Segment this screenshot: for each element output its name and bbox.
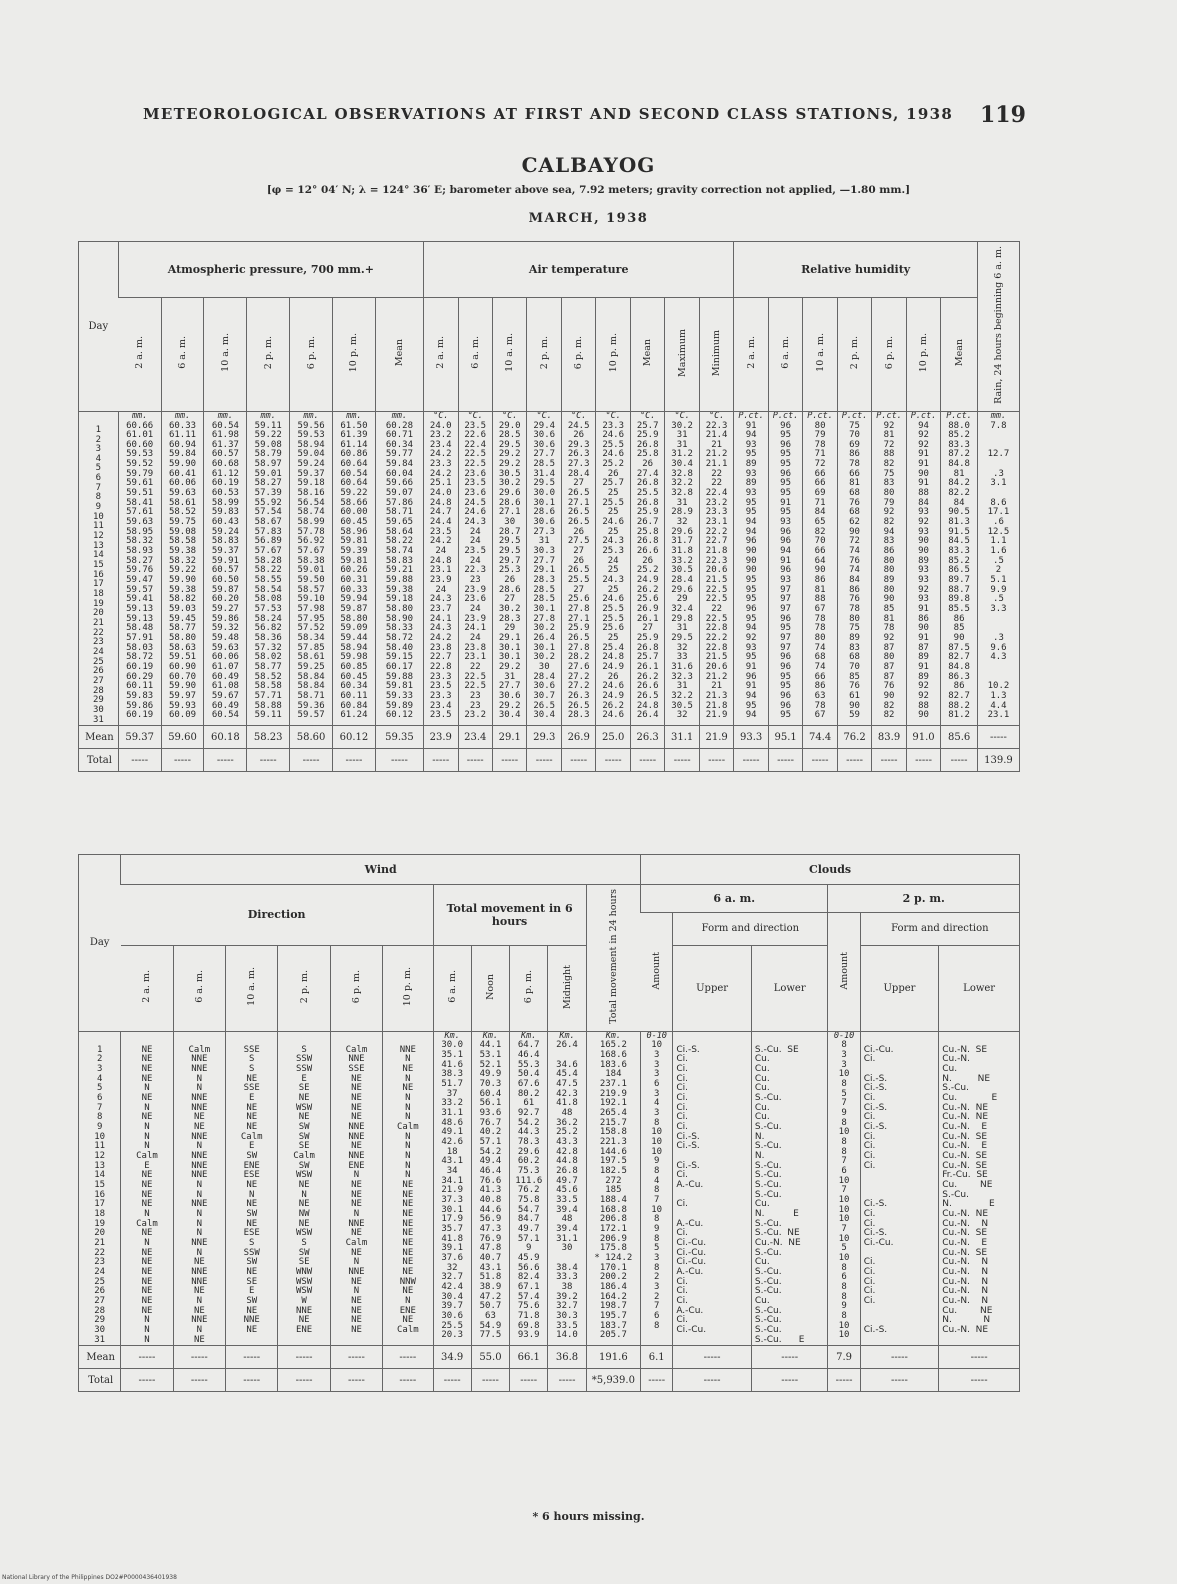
dash-cell: -----	[383, 1369, 433, 1392]
direction-group-header: Direction	[121, 885, 433, 946]
col-header: 6 a. m.	[173, 945, 225, 1031]
total-label: Total	[79, 1369, 121, 1392]
dash-cell: -----	[872, 749, 906, 772]
month-title: MARCH, 1938	[528, 211, 649, 226]
dash-cell: -----	[173, 1369, 225, 1392]
dash-cell: -----	[630, 749, 664, 772]
hum-mean-col: P.ct. 88.0 85.2 83.3 87.2 84.8 81 84.2 82.2 84 90.5 81.3 91.5 84.5 83.3 85.2 86.5 89.7 88.7 89.8 85.5 86 85 90 87.5 82.7 84.8 86.3 86 82.7 88.2 81.2	[941, 411, 978, 725]
col-header: 2 a. m.	[424, 297, 458, 411]
col-header: 10 p. m.	[906, 297, 940, 411]
humidity-group-header: Relative humidity	[734, 242, 978, 298]
wind-group-header: Wind	[121, 855, 641, 885]
mean-cell: 36.8	[548, 1346, 586, 1369]
mean-cell: 60.12	[333, 726, 376, 749]
col-header: 6 p. m.	[290, 297, 333, 411]
am-amount-col: 0-10 10 3 3 3 6 3 4 3 8 10 10 10 9 8 4 8 7 10 8 9 8 5 3 8 2 3 2 7 6 8	[641, 1031, 673, 1345]
day-header: Day	[79, 242, 119, 412]
dash-cell: -----	[121, 1346, 173, 1369]
col-header: Mean	[941, 297, 978, 411]
dash-cell: -----	[121, 1369, 173, 1392]
dir-10am-col: SSE S S NE SSE E NE NE NE Calm E SW ENE ESE NE N NE SW NE ESE S SSW SW NE SE E SW NE NNE NE	[226, 1031, 278, 1345]
col-header: Maximum	[665, 297, 699, 411]
mean-cell: 31.1	[665, 726, 699, 749]
total-label: Total	[79, 749, 119, 772]
pressure-6am-col: mm. 60.33 61.11 60.94 59.84 59.90 60.41 60.06 59.63 58.61 58.52 59.75 59.08 58.58 59.38 58.32 59.22 59.90 59.38 58.82 59.03 59.45 58.77 58.80 58.63 59.51 60.90 60.70 59.90 59.97 59.93 60.09	[161, 411, 204, 725]
clouds-group-header: Clouds	[641, 855, 1020, 885]
wind-mean-row	[79, 1346, 1020, 1369]
pressure-6pm-col: mm. 59.56 59.53 58.94 59.04 59.24 59.37 59.18 58.16 56.54 58.74 58.99 57.78 56.92 57.67 58.38 59.01 59.50 58.57 59.10 57.98 57.95 57.52 58.34 57.85 58.61 59.25 58.84 58.84 58.71 59.36 59.57	[290, 411, 333, 725]
dash-cell: -----	[906, 749, 940, 772]
dash-cell: -----	[596, 749, 630, 772]
total24-col: Km. 165.2 168.6 183.6 184 237.1 219.9 192.1 265.4 215.7 158.8 221.3 144.6 197.5 182.5 272 185 188.4 168.8 206.8 172.1 206.9 175.8 * 124.2 170.1 200.2 186.4 164.2 198.7 195.7 183.7 205.7	[586, 1031, 640, 1345]
mean-cell: 85.6	[941, 726, 978, 749]
mov-noon-col: Km. 44.1 53.1 52.1 49.9 70.3 60.4 56.1 93.6 76.7 40.2 57.1 54.2 49.4 46.4 76.6 41.3 40.8 44.6 56.9 47.3 76.9 47.8 40.7 43.1 51.8 38.9 47.2 50.7 63 54.9 77.5	[471, 1031, 509, 1345]
col-header: 10 a. m.	[803, 297, 837, 411]
dash-cell: -----	[383, 1346, 433, 1369]
temp-10pm-col: °C. 23.3 24.6 25.5 24.6 25.2 26 25.7 25 25.5 25 24.6 25 24.3 25.3 24 25 24.3 25 24.6 25.5 25.5 25.6 25 25.4 24.8 24.9 26 24.6 24.9 26.2 24.6	[596, 411, 630, 725]
dir-6pm-col: Calm NNE SSE NE NE NE NE NE NNE NNE NE NNE ENE N NE NE NE N NNE NE Calm NE N NNE NE N NE NE NE NE	[330, 1031, 382, 1345]
mov-midnight-col: Km. 26.4 34.6 45.4 47.5 42.3 41.8 48 36.2 25.2 43.3 42.8 44.8 26.8 49.7 45.6 33.5 39.4 48 39.4 31.1 30 38.4 33.3 38 39.2 32.7 30.3 33.5 14.0	[548, 1031, 586, 1345]
col-header: Midnight	[548, 945, 586, 1031]
dir-2am-col: NE NE NE NE N NE N NE N N N Calm E NE NE NE NE N Calm NE N NE NE NE NE NE NE NE N N N	[121, 1031, 173, 1345]
mean-cell: 93.3	[734, 726, 768, 749]
pm-upper-header: Upper	[860, 945, 939, 1031]
mean-cell: 76.2	[837, 726, 871, 749]
mean-cell: 25.0	[596, 726, 630, 749]
col-header: 6 a. m.	[768, 297, 802, 411]
pressure-10am-col: mm. 60.54 61.98 61.37 60.57 60.68 61.12 60.19 60.53 58.99 59.83 60.43 59.24 58.83 59.37 59.91 60.57 60.50 59.87 60.20 59.27 59.86 59.32 59.48 59.63 60.06 61.07 60.49 61.08 59.67 60.49 60.54	[204, 411, 247, 725]
dash-cell: -----	[837, 749, 871, 772]
temp-10am-col: °C. 29.0 28.5 29.5 29.2 29.2 30.5 30.2 29.6 28.6 27.1 30 28.7 29.5 29.5 29.7 25.3 26 28.6 27 30.2 28.3 29 29.1 30.1 30.1 29.2 31 27.7 30.6 29.2 30.4	[492, 411, 526, 725]
mean-cell: 60.18	[204, 726, 247, 749]
temp-max-col: °C. 30.2 31 31 31.2 30.4 32.8 32.2 32.8 31 28.9 32 29.6 31.7 31.8 33.2 30.5 28.4 29.6 29 32.4 29.8 31 29.5 32 33 31.6 32.3 31 32.2 30.5 32	[665, 411, 699, 725]
mean-cell: 191.6	[586, 1346, 640, 1369]
temperature-group-header: Air temperature	[424, 242, 734, 298]
total-row	[79, 749, 1020, 772]
mean-cell: 58.60	[290, 726, 333, 749]
dash-cell: -----	[699, 749, 733, 772]
movement-group-header: Total movement in 6 hours	[433, 885, 586, 946]
dash-cell: -----	[828, 1369, 860, 1392]
dash-cell: -----	[641, 1369, 673, 1392]
mean-cell: 66.1	[510, 1346, 548, 1369]
footer-credit: National Library of the Philippines DO2#P0000436401938	[2, 1574, 177, 1581]
header-title: METEOROLOGICAL OBSERVATIONS AT FIRST AND SECOND CLASS STATIONS, 1938	[143, 105, 954, 123]
mean-cell: 59.35	[375, 726, 423, 749]
pm-amount-col: 0-10 8 3 3 10 8 5 7 9 8 10 8 8 7 6 10 7 10 10 10 7 10 5 10 8 6 8 8 9 8 10 10	[828, 1031, 860, 1345]
dash-cell: -----	[665, 749, 699, 772]
am-lower-header: Lower	[751, 945, 828, 1031]
col-header: 2 p. m.	[278, 945, 330, 1031]
pm2-group-header: 2 p. m.	[828, 885, 1020, 913]
dash-cell: -----	[173, 1346, 225, 1369]
col-header: Mean	[630, 297, 664, 411]
pressure-2pm-col: mm. 59.11 59.22 59.08 58.79 58.97 59.01 58.27 57.39 55.92 57.54 58.67 57.83 56.89 57.67 58.28 58.22 58.55 58.54 58.08 57.53 58.24 56.82 58.36 57.32 58.02 58.77 58.52 58.58 57.71 58.88 59.11	[247, 411, 290, 725]
pressure-10pm-col: mm. 61.50 61.39 61.14 60.86 60.64 60.54 60.64 59.22 58.66 60.00 60.45 58.96 59.81 59.39 59.81 60.26 60.31 60.33 59.94 59.87 58.80 59.09 59.44 58.94 59.98 60.85 60.45 60.34 60.11 60.84 61.24	[333, 411, 376, 725]
col-header: 10 p. m.	[333, 297, 376, 411]
mov-6pm-col: Km. 64.7 46.4 55.3 50.4 67.6 80.2 61 92.7 54.2 44.3 78.3 29.6 60.2 75.3 111.6 76.2 75.8 54.7 84.7 49.7 57.1 9 45.9 56.6 82.4 67.1 57.4 75.6 71.8 69.8 93.9	[510, 1031, 548, 1345]
mean-cell: 34.9	[433, 1346, 471, 1369]
temp-mean-col: °C. 25.7 25.9 26.8 25.8 26 27.4 26.8 25.5 26.8 25.9 26.7 25.8 26.8 26.6 26 25.2 24.9 26.2 25.6 26.9 26.1 27 25.9 26.8 25.7 26.1 26.2 26.6 26.5 24.8 26.4	[630, 411, 664, 725]
col-header: 6 a. m.	[161, 297, 204, 411]
pressure-mean-col: mm. 60.28 60.71 60.34 59.77 59.84 60.04 59.66 59.07 57.86 58.71 59.65 58.64 58.22 58.74 58.83 59.21 59.88 59.38 59.18 58.80 58.90 58.33 58.72 58.40 59.15 60.17 59.88 59.81 59.33 59.89 60.12	[375, 411, 423, 725]
dash-cell: -----	[333, 749, 376, 772]
mean-label: Mean	[79, 1346, 121, 1369]
station-coords: [φ = 12° 04′ N; λ = 124° 36′ E; barometer above sea, 7.92 meters; gravity correction not applied, —1.80 mm.]	[266, 184, 911, 196]
col-header: 6 p. m.	[510, 945, 548, 1031]
am-amount-header: Amount	[641, 913, 673, 1032]
mean-cell: 23.4	[458, 726, 492, 749]
mean-cell: 59.60	[161, 726, 204, 749]
dash-cell: -----	[751, 1369, 828, 1392]
dash-cell: -----	[751, 1346, 828, 1369]
col-header: 10 a. m.	[226, 945, 278, 1031]
pressure-temperature-humidity-table	[78, 241, 1020, 772]
dash-cell: -----	[561, 749, 595, 772]
mean-cell: 58.23	[247, 726, 290, 749]
dash-cell: -----	[527, 749, 561, 772]
hum-10am-col: P.ct. 80 79 78 71 72 66 66 69 71 84 65 82 70 66 64 90 86 81 88 67 78 78 80 74 68 74 66 86 63 78 67	[803, 411, 837, 725]
temp-min-col: °C. 22.3 21.4 21 21.2 21.1 22 22 22.4 23.2 23.3 23.1 22.2 22.7 21.8 22.3 20.6 21.5 22.5 22.5 22 22.5 22.8 22.2 22.8 21.5 20.6 21.2 21 21.3 21.8 21.9	[699, 411, 733, 725]
pm-upper-col: Ci.-Cu. Ci. Ci.-S. Ci.-S. Ci. Ci.-S. Ci. Ci.-S. Ci. Ci. Ci. Ci. Ci.-S. Ci. Ci. Ci.-S. Ci.-Cu. Ci. Ci. Ci. Ci. Ci. Ci.-S.	[860, 1031, 939, 1345]
day-numbers: 1 2 3 4 5 6 7 8 9 10 11 12 13 14 15 16 17 18 19 20 21 22 23 24 25 26 27 28 29 30 31	[92, 424, 104, 725]
hum-10pm-col: P.ct. 94 92 92 91 91 90 91 88 84 93 92 93 90 90 89 93 93 92 93 91 86 90 91 87 89 91 89 92 92 88 90	[906, 411, 940, 725]
dash-cell: -----	[768, 749, 802, 772]
hum-2pm-col: P.ct. 75 70 69 86 78 66 81 68 76 68 62 90 72 74 76 74 84 86 76 78 80 75 89 83 68 70 85 76 61 90 59	[837, 411, 871, 725]
dash-cell: -----	[471, 1369, 509, 1392]
rain-header: Rain, 24 hours beginning 6 a. m.	[977, 242, 1019, 412]
pm-lower-col: Cu.-N. SE Cu.-N. Cu. N. NE S.-Cu. Cu. E Cu.-N. NE Cu.-N. NE Cu.-N. E Cu.-N. SE Cu.-N. E Cu.-N. SE Cu.-N. SE Fr.-Cu. SE Cu. NE S.-Cu. N. E Cu.-N. NE Cu.-N. N Cu.-N. SE Cu.-N. E Cu.-N. SE Cu.-N. N Cu.-N. N Cu.-N. N Cu.-N. N Cu.-N. N Cu. NE N. N Cu.-N. NE	[939, 1031, 1020, 1345]
day-header: Day	[79, 855, 121, 1032]
dash-cell: -----	[118, 749, 161, 772]
dash-cell: -----	[226, 1346, 278, 1369]
hum-2am-col: P.ct. 91 94 93 95 89 93 89 93 95 95 94 94 96 90 90 90 95 95 95 96 95 94 92 93 95 91 96 91 94 95 94	[734, 411, 768, 725]
col-header: 10 a. m.	[204, 297, 247, 411]
rain-total: 139.9	[977, 749, 1019, 772]
dash-cell: -----	[941, 749, 978, 772]
dir-10pm-col: NNE N NE N NE N N N Calm N N N N N NE NE NE NE NE NE NE NE NE NE NNW NE N ENE NE Calm	[383, 1031, 433, 1345]
col-header: Mean	[375, 297, 423, 411]
temp-6pm-col: °C. 24.5 26 29.3 26.3 27.3 28.4 27 26.5 27.1 26.5 26.5 26 27.5 27 26 26.5 25.5 27 25.6 27.8 27.1 25.9 26.5 27.8 28.2 27.6 27.2 27.2 26.3 26.5 28.3	[561, 411, 595, 725]
dash-cell: -----	[860, 1346, 939, 1369]
pm-form-header: Form and direction	[860, 913, 1019, 946]
data-block	[79, 411, 1020, 725]
am-upper-header: Upper	[673, 945, 752, 1031]
col-header: 10 a. m.	[492, 297, 526, 411]
mean-cell: 95.1	[768, 726, 802, 749]
dash-cell: -----	[510, 1369, 548, 1392]
mean-cell: 74.4	[803, 726, 837, 749]
dash-cell: -----	[548, 1369, 586, 1392]
col-header: 2 a. m.	[121, 945, 173, 1031]
dash-cell: -----	[673, 1346, 752, 1369]
rain-col: mm. 7.8 12.7 .3 3.1 8.6 17.1 .6 12.5 1.1 1.6 .5 2 5.1 9.9 .5 3.3 .3 9.6 4.3 10.2 1.3 4.4 23.1	[977, 411, 1019, 725]
col-header: 6 a. m.	[458, 297, 492, 411]
dash-cell: -----	[290, 749, 333, 772]
station-name: CALBAYOG	[521, 153, 656, 177]
mean-cell: 26.3	[630, 726, 664, 749]
dash-cell: -----	[278, 1369, 330, 1392]
temp-6am-col: °C. 23.5 22.6 22.4 22.5 22.5 23.6 23.5 23.6 24.5 24.6 24.3 24 24 23.5 24 22.3 23 23.9 23.6 24 23.9 24.1 24 23.8 23.1 22 22.5 22.5 23 23 23.2	[458, 411, 492, 725]
mean-cell: 91.0	[906, 726, 940, 749]
mov-6am-col: Km. 30.0 35.1 41.6 38.3 51.7 37 33.2 31.1 48.6 49.1 42.6 18 43.1 34 34.1 21.9 37.3 30.1 17.9 35.7 41.8 39.1 37.6 32 32.7 42.4 30.4 39.7 30.6 25.5 20.3	[433, 1031, 471, 1345]
mean-cell: 6.1	[641, 1346, 673, 1369]
col-header: 2 a. m.	[734, 297, 768, 411]
dash-cell: -----	[433, 1369, 471, 1392]
dash-cell: -----	[860, 1369, 939, 1392]
pm-lower-header: Lower	[939, 945, 1020, 1031]
col-header: 6 a. m.	[433, 945, 471, 1031]
col-header: 10 p. m.	[596, 297, 630, 411]
dash-cell: -----	[458, 749, 492, 772]
col-header: Noon	[471, 945, 509, 1031]
temp-2pm-col: °C. 29.4 30.6 30.6 27.7 28.5 31.4 29.5 30.0 30.1 28.6 30.6 27.3 31 30.3 27.7 29.1 28.3 28.5 28.5 30.1 27.8 30.2 26.4 30.1 30.2 30 28.4 30.6 30.7 26.5 30.4	[527, 411, 561, 725]
dir-6am-col: Calm NNE NNE N N NNE NNE NE NE NNE N NNE NNE NNE N N NNE N N N NNE N NE NNE NNE NE N NE NNE N NE	[173, 1031, 225, 1345]
dash-cell: -----	[330, 1346, 382, 1369]
col-header: 2 p. m.	[837, 297, 871, 411]
page-number: 119	[980, 102, 1026, 128]
dash-cell: -----	[939, 1346, 1020, 1369]
wind-data-block	[79, 1031, 1020, 1345]
dash-cell: -----	[673, 1369, 752, 1392]
dash-cell: -----	[247, 749, 290, 772]
col-header: 2 p. m.	[527, 297, 561, 411]
mean-cell: 83.9	[872, 726, 906, 749]
col-header: 10 p. m.	[383, 945, 433, 1031]
hum-6am-col: P.ct. 96 95 96 95 95 96 95 95 91 95 93 96 96 94 91 96 93 97 97 97 96 95 97 97 96 96 95 95 96 96 95	[768, 411, 802, 725]
dash-cell: -----	[226, 1369, 278, 1392]
am6-group-header: 6 a. m.	[641, 885, 828, 913]
top-column-headers	[79, 297, 1020, 411]
temp-2am-col: °C. 24.0 23.2 23.4 24.2 23.3 24.2 25.1 24.0 24.8 24.7 24.4 23.5 24.2 24 24.8 23.1 23.9 24 24.3 23.7 24.1 24.3 24.2 23.8 22.7 22.8 23.3 23.5 23.3 23.4 23.5	[424, 411, 458, 725]
wind-total-row	[79, 1369, 1020, 1392]
col-header: 6 p. m.	[872, 297, 906, 411]
day-numbers: 1 2 3 4 5 6 7 8 9 10 11 12 13 14 15 16 17 18 19 20 21 22 23 24 25 26 27 28 29 30 31	[94, 1044, 106, 1345]
footnote: * 6 hours missing.	[532, 1510, 645, 1523]
dash-cell: -----	[204, 749, 247, 772]
mean-cell: 29.3	[527, 726, 561, 749]
col-header: Minimum	[699, 297, 733, 411]
mean-label: Mean	[79, 726, 119, 749]
am-form-header: Form and direction	[673, 913, 828, 946]
mean-cell: 55.0	[471, 1346, 509, 1369]
dash-cell: -----	[278, 1346, 330, 1369]
col-header: 2 a. m.	[118, 297, 161, 411]
col-header: 6 p. m.	[330, 945, 382, 1031]
mean-row	[79, 726, 1020, 749]
dash-cell: -----	[375, 749, 423, 772]
mean-cell: 29.1	[492, 726, 526, 749]
dash-cell: -----	[424, 749, 458, 772]
dash-cell: -----	[492, 749, 526, 772]
dash-cell: -----	[803, 749, 837, 772]
wind-clouds-table	[78, 854, 1020, 1392]
pressure-group-header: Atmospheric pressure, 700 mm.+	[118, 242, 423, 298]
col-header: 6 p. m.	[561, 297, 595, 411]
dash-cell: -----	[330, 1369, 382, 1392]
mean-cell: 23.9	[424, 726, 458, 749]
mean-cell: 59.37	[118, 726, 161, 749]
dash-cell: -----	[734, 749, 768, 772]
am-upper-col: Ci.-S. Ci. Ci. Ci. Ci. Ci. Ci. Ci. Ci. Ci.-S. Ci.-S. Ci.-S. Ci. A.-Cu. Ci. A.-Cu. Ci. Ci.-Cu. Ci.-Cu. Ci.-Cu. A.-Cu. Ci. Ci. Ci. A.-Cu. Ci. Ci.-Cu.	[673, 1031, 752, 1345]
pm-amount-header: Amount	[828, 913, 860, 1032]
total24-header: Total movement in 24 hours	[586, 885, 640, 1032]
mean-cell: 7.9	[828, 1346, 860, 1369]
mean-cell: 26.9	[561, 726, 595, 749]
mean-cell: 21.9	[699, 726, 733, 749]
dash-cell: -----	[939, 1369, 1020, 1392]
col-header: 2 p. m.	[247, 297, 290, 411]
dir-2pm-col: S SSW SSW E SE NE WSW NE SW SW SE Calm SW WSW NE N NE NW NE WSW S SW SE WNW WSW WSW W NNE NE ENE	[278, 1031, 330, 1345]
dash-cell: -----	[161, 749, 204, 772]
dash-cell: -----	[977, 726, 1019, 749]
total24-total: *5,939.0	[586, 1369, 640, 1392]
pressure-2am-col: mm. 60.66 61.01 60.60 59.53 59.52 59.79 59.61 59.51 58.41 57.61 59.63 58.95 58.32 58.93 58.27 59.76 59.47 59.57 59.41 59.13 59.13 58.48 57.91 58.03 58.72 60.19 60.29 60.11 59.83 59.86 60.19	[118, 411, 161, 725]
am-lower-col: S.-Cu. SE Cu. Cu. Cu. Cu. S.-Cu. Cu. Cu. S.-Cu. N. S.-Cu. N. S.-Cu. S.-Cu. S.-Cu. S.-Cu. Cu. N. E S.-Cu. S.-Cu. NE Cu.-N. NE S.-Cu. Cu. S.-Cu. S.-Cu. S.-Cu. Cu. S.-Cu. S.-Cu. S.-Cu. S.-Cu. E	[751, 1031, 828, 1345]
hum-6pm-col: P.ct. 92 81 72 88 82 75 83 80 79 92 82 94 83 86 80 80 89 80 90 85 81 78 92 87 80 87 87 76 90 82 82	[872, 411, 906, 725]
